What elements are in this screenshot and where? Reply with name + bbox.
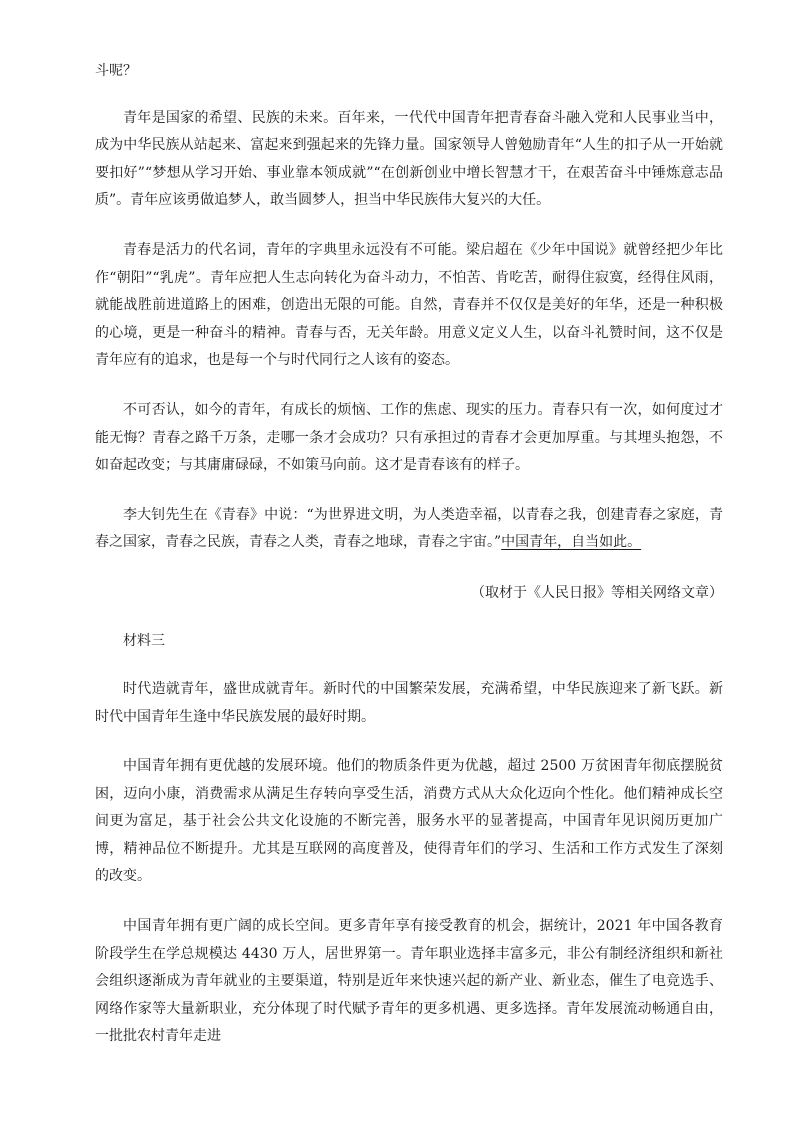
material-three-paragraph-3: 中国青年拥有更广阔的成长空间。更多青年享有接受教育的机会，据统计，2021 年中国各教育阶段学生在学总规模达 4430 万人，居世界第一。青年职业选择丰富多元，非公有制经济组织和新社会组织逐渐成为青年就业的主要渠道，特别是近年来快速兴起的新产业、新业态，催生了电竞选手、网络作家等大量新职业，充分体现了时代赋予青年的更多机遇、更多选择。青年发展流动畅通自由，一批批农村青年走进	[95, 918, 723, 1045]
material-two-paragraph-3: 不可否认，如今的青年，有成长的烦恼、工作的焦虑、现实的压力。青春只有一次，如何度过才能无悔？青春之路千万条，走哪一条才会成功？只有承担过的青春才会更加厚重。与其埋头抱怨，不如奋起改变；与其庸庸碌碌，不如策马向前。这才是青春该有的样子。	[95, 401, 723, 474]
continued-text: 斗呢？	[95, 63, 137, 79]
material-three-paragraph-2: 中国青年拥有更优越的发展环境。他们的物质条件更为优越，超过 2500 万贫困青年彻底摆脱贫困，迈向小康，消费需求从满足生存转向享受生活，消费方式从大众化迈向个性化。他们精神成长空间更为富足，基于社会公共文化设施的不断完善，服务水平的显著提高，中国青年见识阅历更加广博，精神品位不断提升。尤其是互联网的高度普及，使得青年们的学习、生活和工作方式发生了深刻的改变。	[95, 758, 723, 885]
material-two-paragraph-2: 青春是活力的代名词，青年的字典里永远没有不可能。梁启超在《少年中国说》就曾经把少年比作“朝阳”“乳虎”。青年应把人生志向转化为奋斗动力，不怕苦、肯吃苦，耐得住寂寞，经得住风雨，就能战胜前进道路上的困难，创造出无限的可能。自然，青春并不仅仅是美好的年华，还是一种积极的心境，更是一种奋斗的精神。青春与否，无关年龄。用意义定义人生，以奋斗礼赞时间，这不仅是青年应有的追求，也是每一个与时代同行之人该有的姿态。	[95, 241, 723, 369]
document-page	[95, 58, 723, 1073]
material-three-paragraph-1: 时代造就青年，盛世成就青年。新时代的中国繁荣发展，充满希望，中华民族迎来了新飞跃。新时代中国青年生逢中华民族发展的最好时期。	[95, 680, 723, 725]
material-two-paragraph-4	[95, 502, 723, 557]
quote-text: 李大钊先生在《青春》中说：“为世界进文明，为人类造幸福，以青春之我，创建青春之家庭，青春之国家，青春之民族，青春之人类，青春之地球，青春之宇宙。”	[95, 506, 723, 551]
underlined-sentence: 中国青年，自当如此。	[501, 534, 642, 551]
material-three-heading: 材料三	[123, 632, 165, 649]
source-note: （取材于《人民日报》等相关网络文章）	[471, 584, 723, 601]
material-two-paragraph-1: 青年是国家的希望、民族的未来。百年来，一代代中国青年把青春奋斗融入党和人民事业当中，成为中华民族从站起来、富起来到强起来的先锋力量。国家领导人曾勉励青年“人生的扣子从一开始就要扣好”“梦想从学习开始、事业靠本领成就”“在创新创业中增长智慧才干，在艰苦奋斗中锤炼意志品质”。青年应该勇做追梦人，敢当圆梦人，担当中华民族伟大复兴的大任。	[95, 109, 723, 209]
